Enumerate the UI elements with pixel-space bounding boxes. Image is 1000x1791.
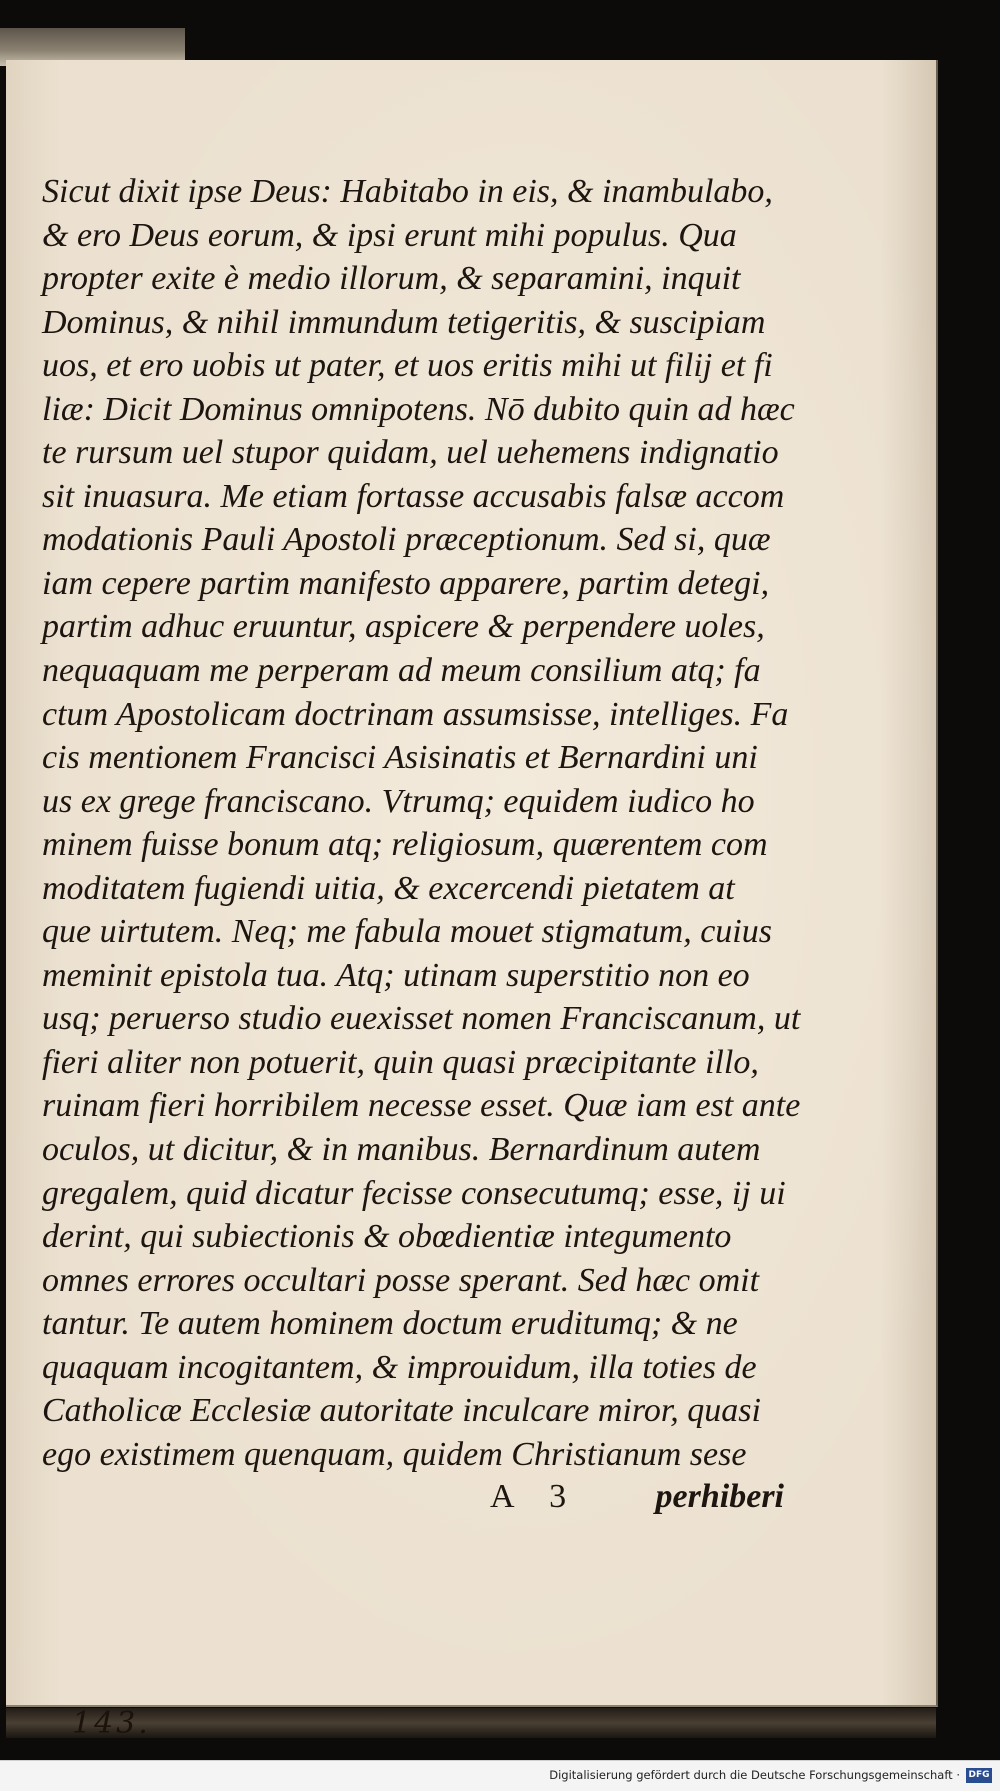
text-line: Catholicæ Ecclesiæ autoritate inculcare miror, quasi [42, 1392, 761, 1430]
signature-mark: A 3 [490, 1478, 581, 1515]
text-line: iam cepere partim manifesto apparere, partim detegi, [42, 564, 770, 602]
text-line: cis mentionem Francisci Asisinatis et Bernardini uni [42, 739, 758, 777]
text-line: nequaquam me perperam ad meum consilium atq; fa [42, 652, 761, 690]
text-line: liæ: Dicit Dominus omnipotens. Nō dubito quin ad hæc [42, 390, 795, 428]
text-line: partim adhuc eruuntur, aspicere & perpendere uoles, [42, 608, 765, 646]
text-line: moditatem fugiendi uitia, & excercendi pietatem at [42, 869, 735, 907]
dfg-logo: DFG [966, 1768, 992, 1783]
text-line: fieri aliter non potuerit, quin quasi præcipitante illo, [42, 1043, 759, 1081]
text-line: te rursum uel stupor quidam, uel uehemens indignatio [42, 434, 779, 472]
catchword: perhiberi [655, 1478, 784, 1515]
text-line: derint, qui subiectionis & obœdientiæ integumento [42, 1218, 732, 1256]
text-line: gregalem, quid dicatur fecisse consecutumq; esse, ij ui [42, 1174, 786, 1212]
text-line: ego existimem quenquam, quidem Christianum sese [42, 1435, 747, 1473]
text-line: quaquam incogitantem, & improuidum, illa toties de [42, 1348, 757, 1386]
funding-credit: Digitalisierung gefördert durch die Deutsche Forschungsgemeinschaft · [549, 1768, 960, 1782]
page-footer-line [42, 1478, 784, 1522]
body-text [42, 170, 801, 1476]
text-line: minem fuisse bonum atq; religiosum, quærentem com [42, 826, 768, 864]
text-line: oculos, ut dicitur, & in manibus. Bernardinum autem [42, 1131, 761, 1169]
text-line: propter exite è medio illorum, & separamini, inquit [42, 260, 741, 298]
text-line: ctum Apostolicam doctrinam assumsisse, intelliges. Fa [42, 695, 789, 733]
text-line: Sicut dixit ipse Deus: Habitabo in eis, & inambulabo, [42, 173, 773, 210]
digitization-footer [0, 1760, 1000, 1791]
text-line: ruinam fieri horribilem necesse esset. Quæ iam est ante [42, 1087, 801, 1125]
text-line: usq; peruerso studio euexisset nomen Franciscanum, ut [42, 1000, 801, 1038]
text-line: modationis Pauli Apostoli præceptionum. Sed si, quæ [42, 521, 771, 559]
text-line: meminit epistola tua. Atq; utinam superstitio non eo [42, 956, 750, 994]
text-line: sit inuasura. Me etiam fortasse accusabis falsæ accom [42, 477, 785, 515]
text-line: uos, et ero uobis ut pater, et uos eritis mihi ut filij et fi [42, 347, 773, 385]
text-line: omnes errores occultari posse sperant. Sed hæc omit [42, 1261, 760, 1299]
text-line: & ero Deus eorum, & ipsi erunt mihi populus. Qua [42, 216, 737, 254]
text-line: que uirtutem. Neq; me fabula mouet stigmatum, cuius [42, 913, 772, 951]
text-line: us ex grege franciscano. Vtrumq; equidem iudico ho [42, 782, 755, 820]
margin-note: 143. [72, 1706, 151, 1741]
text-line: Dominus, & nihil immundum tetigeritis, & suscipiam [42, 303, 766, 341]
text-line: tantur. Te autem hominem doctum eruditumq; & ne [42, 1305, 738, 1343]
